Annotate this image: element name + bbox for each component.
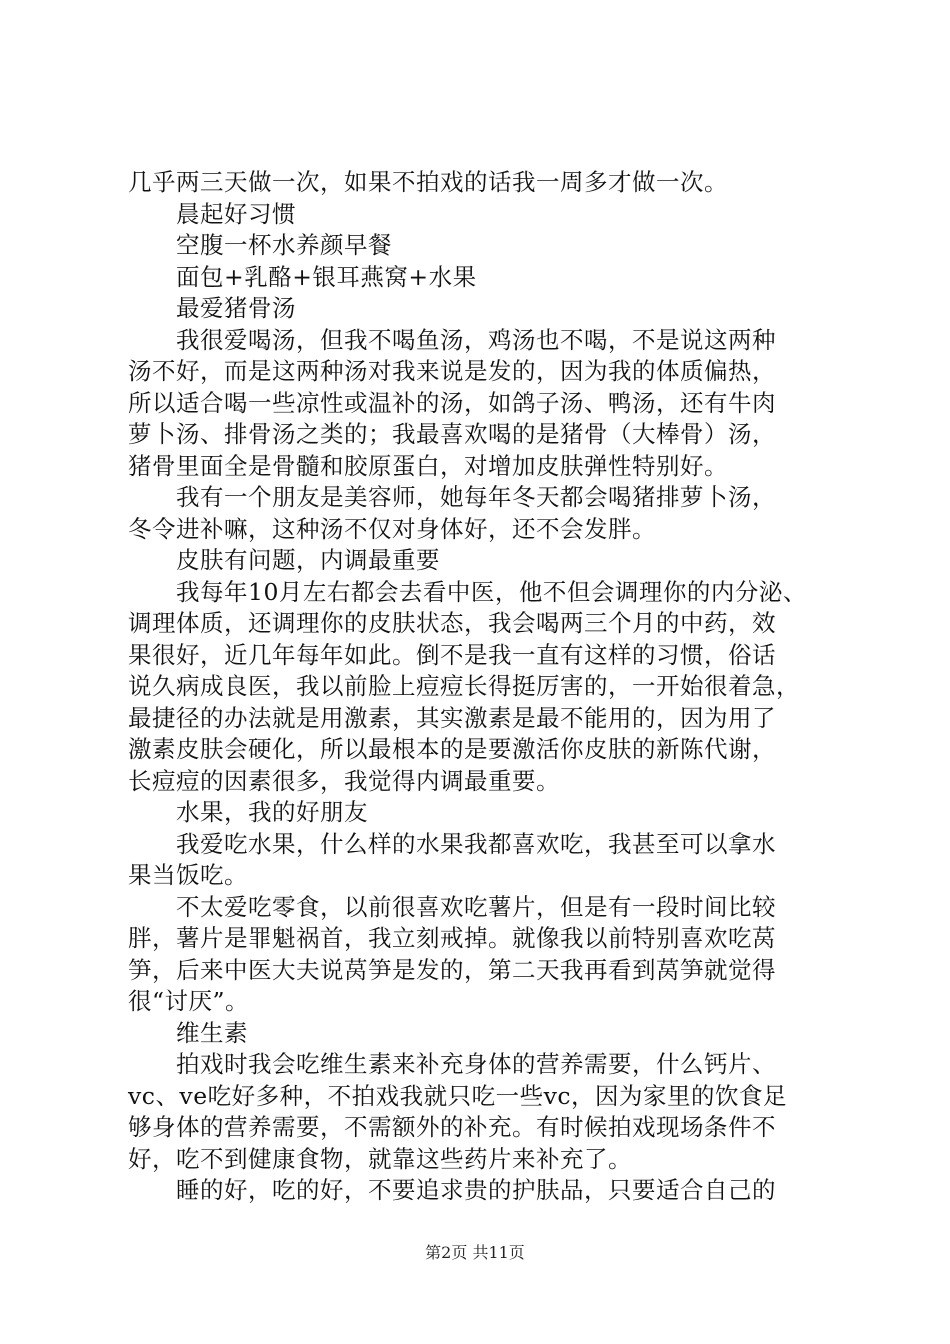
text-line: 我爱吃水果，什么样的水果我都喜欢吃，我甚至可以拿水 bbox=[176, 829, 776, 858]
text-line: 皮肤有问题，内调最重要 bbox=[176, 546, 440, 574]
text-line: 说久病成良医，我以前脸上痘痘长得挺厉害的，一开始很着急， bbox=[128, 672, 800, 700]
text-line: 所以适合喝一些凉性或温补的汤，如鸽子汤、鸭汤，还有牛肉 bbox=[128, 388, 776, 417]
page-footer: 第2页 共11页 bbox=[425, 1243, 525, 1262]
text-line: 最捷径的办法就是用激素，其实激素是最不能用的，因为用了 bbox=[128, 703, 776, 732]
text-line: 不太爱吃零食，以前很喜欢吃薯片，但是有一段时间比较 bbox=[176, 892, 776, 921]
text-line: 维生素 bbox=[176, 1018, 248, 1047]
text-line: vc、ve吃好多种，不拍戏我就只吃一些vc，因为家里的饮食足 bbox=[128, 1081, 788, 1110]
text-line: 我很爱喝汤，但我不喝鱼汤，鸡汤也不喝，不是说这两种 bbox=[176, 325, 776, 354]
text-line: 果很好，近几年每年如此。倒不是我一直有这样的习惯，俗话 bbox=[128, 640, 776, 669]
text-line: 长痘痘的因素很多，我觉得内调最重要。 bbox=[128, 766, 560, 795]
text-line: 最爱猪骨汤 bbox=[176, 294, 296, 322]
text-line: 调理体质，还调理你的皮肤状态，我会喝两三个月的中药，效 bbox=[128, 609, 776, 637]
text-line: 好，吃不到健康食物，就靠这些药片来补充了。 bbox=[128, 1144, 632, 1173]
text-line: 猪骨里面全是骨髓和胶原蛋白，对增加皮肤弹性特别好。 bbox=[128, 451, 728, 480]
text-line: 果当饭吃。 bbox=[128, 861, 248, 889]
text-line: 拍戏时我会吃维生素来补充身体的营养需要，什么钙片、 bbox=[176, 1050, 776, 1078]
text-line: 面包+乳酪+银耳燕窝+水果 bbox=[176, 262, 477, 291]
text-line: 我有一个朋友是美容师，她每年冬天都会喝猪排萝卜汤， bbox=[176, 483, 776, 511]
text-line: 几乎两三天做一次，如果不拍戏的话我一周多才做一次。 bbox=[128, 168, 728, 196]
text-line: 激素皮肤会硬化，所以最根本的是要激活你皮肤的新陈代谢， bbox=[128, 735, 776, 763]
text-line: 胖，薯片是罪魁祸首，我立刻戒掉。就像我以前特别喜欢吃莴 bbox=[128, 924, 776, 952]
text-line: 很“讨厌”。 bbox=[128, 987, 250, 1015]
text-line: 空腹一杯水养颜早餐 bbox=[176, 231, 392, 259]
text-line: 萝卜汤、排骨汤之类的；我最喜欢喝的是猪骨（大棒骨）汤， bbox=[128, 420, 776, 448]
text-line: 水果，我的好朋友 bbox=[176, 798, 368, 826]
text-line: 够身体的营养需要，不需额外的补充。有时候拍戏现场条件不 bbox=[128, 1113, 776, 1141]
text-line: 笋，后来中医大夫说莴笋是发的，第二天我再看到莴笋就觉得 bbox=[128, 955, 776, 984]
text-line: 冬令进补嘛，这种汤不仅对身体好，还不会发胖。 bbox=[128, 514, 656, 543]
text-line: 汤不好，而是这两种汤对我来说是发的，因为我的体质偏热， bbox=[128, 357, 776, 385]
text-line: 睡的好，吃的好，不要追求贵的护肤品，只要适合自己的 bbox=[176, 1176, 776, 1204]
document-body bbox=[128, 167, 828, 1207]
text-line: 晨起好习惯 bbox=[176, 199, 296, 228]
text-line: 我每年10月左右都会去看中医，他不但会调理你的内分泌、 bbox=[176, 577, 807, 606]
